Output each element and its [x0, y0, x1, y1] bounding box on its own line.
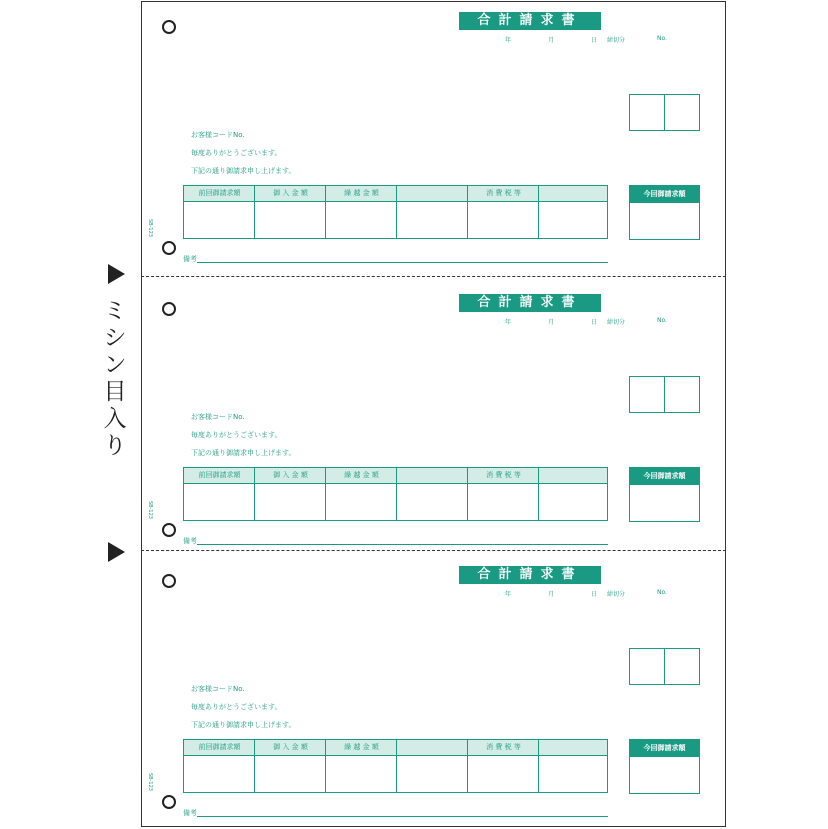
customer-code-label: お客様コードNo.	[191, 685, 245, 693]
invoice-section	[141, 286, 726, 557]
customer-code-label: お客様コードNo.	[191, 131, 245, 139]
col-blank	[539, 468, 610, 483]
current-total-label: 今回御請求額	[630, 468, 699, 485]
closing-label: 締切分	[607, 319, 626, 326]
binder-hole	[162, 523, 176, 537]
remarks-line	[197, 544, 608, 545]
date-month-label: 月	[548, 591, 555, 598]
perforation-arrow-icon	[108, 542, 125, 562]
perforation-line	[141, 276, 726, 277]
date-month-label: 月	[548, 37, 555, 44]
date-year-label: 年	[505, 591, 512, 598]
number-label: No.	[657, 35, 667, 42]
greeting-text: 毎度ありがとうございます。	[191, 431, 282, 439]
request-text: 下記の通り御請求申し上げます。	[191, 721, 296, 729]
column-divider	[325, 468, 326, 520]
form-title: 合計請求書	[459, 294, 601, 312]
col-consumption-tax: 消 費 税 等	[486, 189, 521, 197]
remarks-label: 備考	[183, 809, 197, 817]
date-day-label: 日	[591, 37, 598, 44]
remarks-label: 備考	[183, 537, 197, 545]
col-blank	[397, 468, 468, 483]
col-previous-amount: 前回御請求額	[198, 471, 241, 479]
date-month-label: 月	[548, 319, 555, 326]
current-total-label: 今回御請求額	[630, 740, 699, 757]
amount-table	[183, 185, 608, 239]
form-title: 合計請求書	[459, 566, 601, 584]
remarks-line	[197, 816, 608, 817]
column-divider	[325, 740, 326, 792]
column-divider	[396, 740, 397, 792]
column-divider	[467, 740, 468, 792]
column-divider	[538, 740, 539, 792]
col-carryover-amount: 繰 越 金 額	[344, 189, 379, 197]
number-box	[664, 376, 700, 413]
greeting-text: 毎度ありがとうございます。	[191, 703, 282, 711]
date-year-label: 年	[505, 37, 512, 44]
col-blank	[397, 186, 468, 201]
closing-label: 締切分	[607, 37, 626, 44]
binder-hole	[162, 302, 176, 316]
column-divider	[254, 740, 255, 792]
closing-label: 締切分	[607, 591, 626, 598]
date-year-label: 年	[505, 319, 512, 326]
form-title: 合計請求書	[459, 12, 601, 30]
current-total-label: 今回御請求額	[630, 186, 699, 203]
col-previous-amount: 前回御請求額	[198, 743, 241, 751]
column-divider	[254, 186, 255, 238]
date-day-label: 日	[591, 591, 598, 598]
number-box	[629, 94, 665, 131]
perforation-label: ミシン目入り	[103, 298, 127, 459]
remarks-label: 備考	[183, 255, 197, 263]
col-previous-amount: 前回御請求額	[198, 189, 241, 197]
column-divider	[467, 468, 468, 520]
col-payment-amount: 御 入 金 額	[273, 189, 308, 197]
amount-table	[183, 739, 608, 793]
invoice-section	[141, 4, 726, 275]
side-code-label: SB-123	[147, 219, 153, 237]
col-blank	[539, 186, 610, 201]
perforation-arrow-icon	[108, 264, 125, 284]
column-divider	[325, 186, 326, 238]
greeting-text: 毎度ありがとうございます。	[191, 149, 282, 157]
number-box	[629, 376, 665, 413]
column-divider	[538, 186, 539, 238]
column-divider	[396, 186, 397, 238]
current-total-box	[629, 467, 700, 522]
col-carryover-amount: 繰 越 金 額	[344, 471, 379, 479]
side-code-label: SB-123	[147, 773, 153, 791]
column-divider	[396, 468, 397, 520]
request-text: 下記の通り御請求申し上げます。	[191, 449, 296, 457]
binder-hole	[162, 20, 176, 34]
customer-code-label: お客様コードNo.	[191, 413, 245, 421]
column-divider	[254, 468, 255, 520]
number-label: No.	[657, 317, 667, 324]
binder-hole	[162, 241, 176, 255]
col-blank	[397, 740, 468, 755]
col-carryover-amount: 繰 越 金 額	[344, 743, 379, 751]
number-box	[629, 648, 665, 685]
side-code-label: SB-123	[147, 501, 153, 519]
current-total-box	[629, 185, 700, 240]
col-consumption-tax: 消 費 税 等	[486, 471, 521, 479]
number-box	[664, 648, 700, 685]
column-divider	[538, 468, 539, 520]
binder-hole	[162, 574, 176, 588]
column-divider	[467, 186, 468, 238]
col-payment-amount: 御 入 金 額	[273, 471, 308, 479]
binder-hole	[162, 795, 176, 809]
amount-table	[183, 467, 608, 521]
col-payment-amount: 御 入 金 額	[273, 743, 308, 751]
request-text: 下記の通り御請求申し上げます。	[191, 167, 296, 175]
date-day-label: 日	[591, 319, 598, 326]
remarks-line	[197, 262, 608, 263]
invoice-section	[141, 558, 726, 829]
number-label: No.	[657, 589, 667, 596]
col-consumption-tax: 消 費 税 等	[486, 743, 521, 751]
current-total-box	[629, 739, 700, 794]
col-blank	[539, 740, 610, 755]
number-box	[664, 94, 700, 131]
